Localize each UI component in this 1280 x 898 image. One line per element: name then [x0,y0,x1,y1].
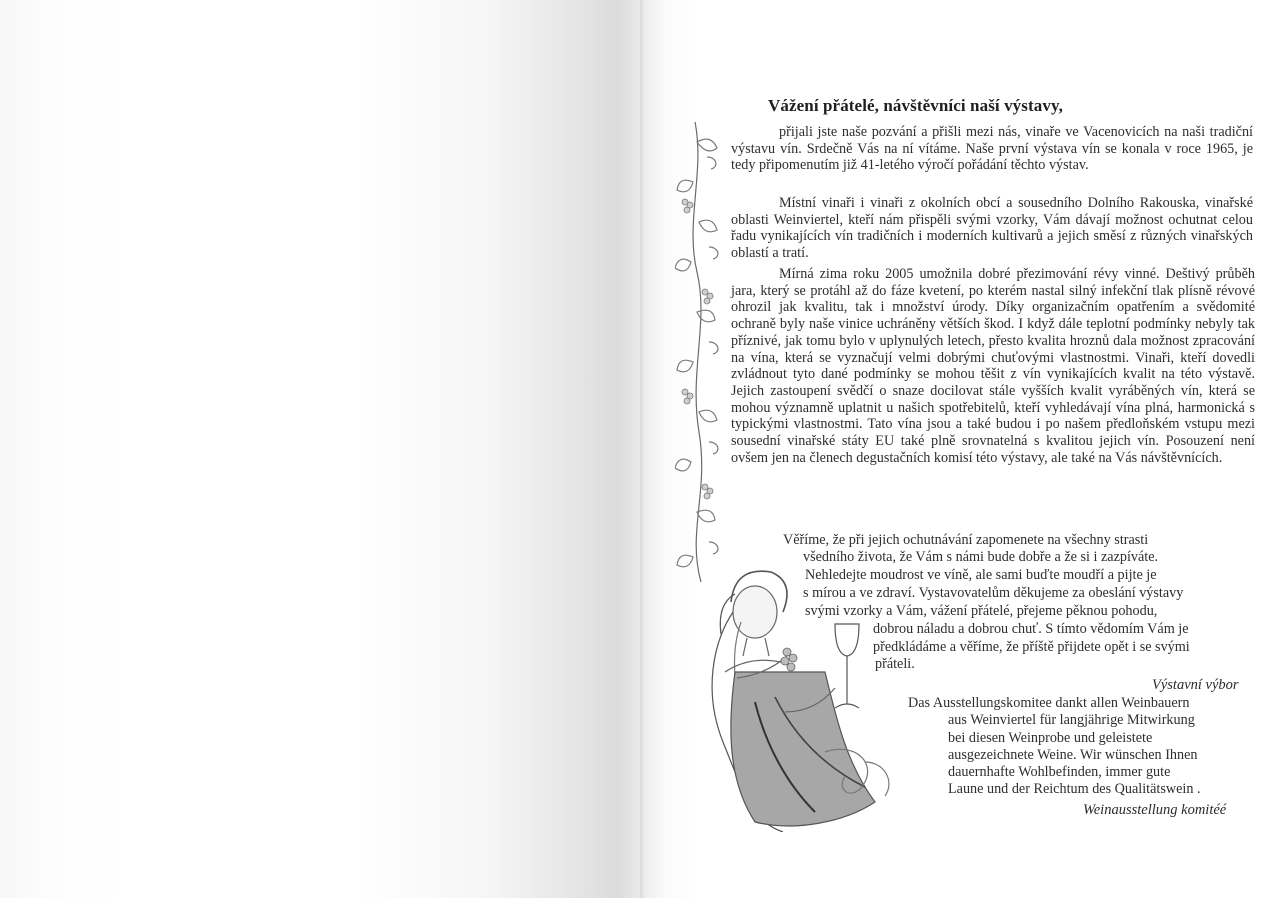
german-line-3: bei diesen Weinprobe und geleistete [948,730,1153,746]
paragraph-1 [731,124,1253,174]
signature-de: Weinausstellung komitéé [1083,802,1227,818]
closing-line-5: svými vzorky a Vám, vážení přátelé, přejeme pěknou pohodu, [805,603,1158,619]
paragraph-2 [731,195,1253,262]
closing-line-6: dobrou náladu a dobrou chuť. S tímto vědomím Vám je [873,621,1189,637]
signature-cz: Výstavní výbor [1152,677,1239,693]
paragraph-3 [731,266,1255,466]
closing-line-8: přáteli. [875,656,915,672]
german-line-1: Das Ausstellungskomitee dankt allen Weinbauern [908,695,1190,711]
letter-title: Vážení přátelé, návštěvníci naší výstavy, [768,96,1063,115]
paragraph-3-text: Mírná zima roku 2005 umožnila dobré přezimování révy vinné. Deštivý průběh jara, který se protáhl až do fáze kvetení, po kterém nastal silný infekční tlak plísně révové ohrozil jak kvalitu, tak i množství úrody. Díky organizačním opatřením a svědomité ochraně byly naše vinice uchráněny větších škod. I když dále teplotní podmínky nebyly tak příznivé, jak tomu bylo v uplynulých letech, přesto kvalita hroznů dala možnost zpracování na vína, která se vyznačují velmi dobrými chuťovými vlastnostmi. Vinaři, kteří dovedli zvládnout tyto dané podmínky se mohou těšit z vín vynikajících kvalit na této výstavě. Jejich zastoupení svědčí o snaze docilovat stále vyšších kvalit vyráběných vín, která se mohou významně uplatnit u našich spotřebitelů, kteří vyhledávají vína plná, harmonická s typickými vlastnostmi. Tato vína jsou a také budou i po našem předloňském vstupu mezi sousední vinařské státy EU také plně srovnatelná s kvalitou jejich vín. Posouzení není ovšem jen na členech degustačních komisí této výstavy, ale také na Vás návštěvnících. [731,266,1255,466]
paragraph-2-text: Místní vinaři i vinaři z okolních obcí a sousedního Dolního Rakouska, vinařské oblasti Weinviertel, kteří nám přispěli svými vzorky, Vám dávají možnost ochutnat celou řadu vynikajících vín tradičních i moderních kultivarů a jejich směsí z různých vinařských oblastí a tratí. [731,195,1253,262]
closing-line-2: všedního života, že Vám s námi bude dobře a že si i zazpíváte. [803,549,1159,565]
closing-line-3: Nehledejte moudrost ve víně, ale sami buďte moudří a pijte je [805,567,1157,583]
german-line-2: aus Weinviertel für langjährige Mitwirkung [948,712,1195,728]
closing-line-4: s mírou a ve zdraví. Vystavovatelům děkujeme za obeslání výstavy [803,585,1184,601]
closing-line-7: předkládáme a věříme, že příště přijdete opět i se svými [873,639,1190,655]
paragraph-1-text: přijali jste naše pozvání a přišli mezi nás, vinaře ve Vacenovicích na naši tradiční výstavu vín. Srdečně Vás na ní vítáme. Naše první výstava vín se konala v roce 1965, je tedy připomenutím již 41-letého výročí pořádání těchto výstav. [731,124,1253,174]
german-line-6: Laune und der Reichtum des Qualitätswein . [948,781,1201,797]
closing-line-1: Věříme, že při jejich ochutnávání zapomenete na všechny strasti [783,532,1149,548]
german-line-4: ausgezeichnete Weine. Wir wünschen Ihnen [948,747,1198,763]
german-line-5: dauernhafte Wohlbefinden, immer gute [948,764,1171,780]
right-page [645,0,1280,898]
